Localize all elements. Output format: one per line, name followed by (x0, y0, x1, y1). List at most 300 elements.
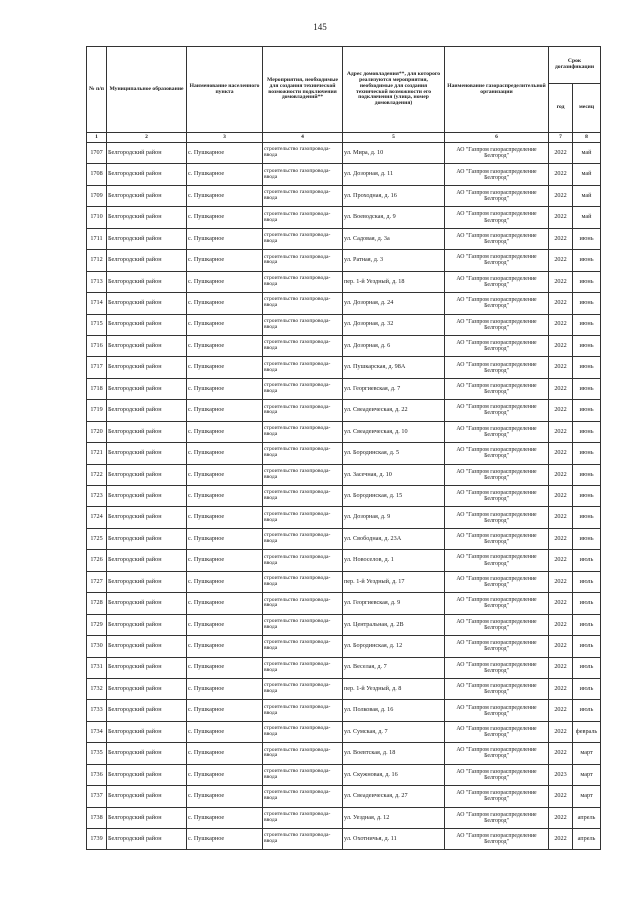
table-row (87, 636, 601, 657)
organization-cell: АО "Газпром газораспределение Белгород" (445, 486, 549, 507)
row-number: 1725 (87, 528, 107, 549)
municipality-cell: Белгородский район (107, 721, 187, 742)
table-row (87, 464, 601, 485)
municipality-cell: Белгородский район (107, 293, 187, 314)
organization-cell: АО "Газпром газораспределение Белгород" (445, 550, 549, 571)
settlement-cell: с. Пушкарное (187, 743, 263, 764)
settlement-cell: с. Пушкарное (187, 678, 263, 699)
activity-cell: строительство газопровода-ввода (263, 486, 343, 507)
organization-cell: АО "Газпром газораспределение Белгород" (445, 657, 549, 678)
row-number: 1735 (87, 743, 107, 764)
settlement-cell: с. Пушкарное (187, 143, 263, 164)
header-municipality: Муниципальное образование (107, 47, 187, 133)
table-row (87, 314, 601, 335)
settlement-cell: с. Пушкарное (187, 786, 263, 807)
month-cell: июнь (573, 314, 601, 335)
activity-cell: строительство газопровода-ввода (263, 400, 343, 421)
row-number: 1724 (87, 507, 107, 528)
table-row (87, 571, 601, 592)
activity-cell: строительство газопровода-ввода (263, 721, 343, 742)
table-row (87, 829, 601, 850)
month-cell: июнь (573, 293, 601, 314)
year-cell: 2022 (549, 443, 573, 464)
settlement-cell: с. Пушкарное (187, 464, 263, 485)
address-cell: пер. 1-й Уездный, д. 17 (343, 571, 445, 592)
organization-cell: АО "Газпром газораспределение Белгород" (445, 293, 549, 314)
month-cell: июнь (573, 271, 601, 292)
municipality-cell: Белгородский район (107, 271, 187, 292)
settlement-cell: с. Пушкарное (187, 593, 263, 614)
year-cell: 2022 (549, 271, 573, 292)
table-row (87, 614, 601, 635)
row-number: 1738 (87, 807, 107, 828)
table-row (87, 486, 601, 507)
row-number: 1720 (87, 421, 107, 442)
header-deadline: Срок догазификации (549, 47, 601, 84)
organization-cell: АО "Газпром газораспределение Белгород" (445, 636, 549, 657)
activity-cell: строительство газопровода-ввода (263, 164, 343, 185)
table-row (87, 143, 601, 164)
activity-cell: строительство газопровода-ввода (263, 550, 343, 571)
activity-cell: строительство газопровода-ввода (263, 571, 343, 592)
row-number: 1736 (87, 764, 107, 785)
table-row (87, 164, 601, 185)
table-row (87, 228, 601, 249)
municipality-cell: Белгородский район (107, 421, 187, 442)
settlement-cell: с. Пушкарное (187, 721, 263, 742)
row-number: 1708 (87, 164, 107, 185)
row-number: 1733 (87, 700, 107, 721)
year-cell: 2022 (549, 250, 573, 271)
municipality-cell: Белгородский район (107, 250, 187, 271)
month-cell: июль (573, 700, 601, 721)
organization-cell: АО "Газпром газораспределение Белгород" (445, 764, 549, 785)
activity-cell: строительство газопровода-ввода (263, 829, 343, 850)
row-number: 1709 (87, 185, 107, 206)
activity-cell: строительство газопровода-ввода (263, 228, 343, 249)
activity-cell: строительство газопровода-ввода (263, 678, 343, 699)
activity-cell: строительство газопровода-ввода (263, 293, 343, 314)
settlement-cell: с. Пушкарное (187, 228, 263, 249)
address-cell: ул. Проходная, д. 16 (343, 185, 445, 206)
activity-cell: строительство газопровода-ввода (263, 614, 343, 635)
activity-cell: строительство газопровода-ввода (263, 185, 343, 206)
row-number: 1721 (87, 443, 107, 464)
organization-cell: АО "Газпром газораспределение Белгород" (445, 185, 549, 206)
address-cell: ул. Воеводская, д. 9 (343, 207, 445, 228)
column-index: 5 (343, 133, 445, 143)
organization-cell: АО "Газпром газораспределение Белгород" (445, 250, 549, 271)
table-row (87, 421, 601, 442)
municipality-cell: Белгородский район (107, 571, 187, 592)
table-row (87, 271, 601, 292)
address-cell: ул. Свободная, д. 23А (343, 528, 445, 549)
settlement-cell: с. Пушкарное (187, 507, 263, 528)
row-number: 1715 (87, 314, 107, 335)
row-number: 1710 (87, 207, 107, 228)
table-row (87, 764, 601, 785)
table-row (87, 357, 601, 378)
settlement-cell: с. Пушкарное (187, 164, 263, 185)
settlement-cell: с. Пушкарное (187, 185, 263, 206)
settlement-cell: с. Пушкарное (187, 314, 263, 335)
month-cell: июль (573, 636, 601, 657)
organization-cell: АО "Газпром газораспределение Белгород" (445, 421, 549, 442)
table-row (87, 185, 601, 206)
address-cell: ул. Георгиевская, д. 7 (343, 378, 445, 399)
municipality-cell: Белгородский район (107, 700, 187, 721)
month-cell: май (573, 207, 601, 228)
month-cell: июль (573, 657, 601, 678)
month-cell: май (573, 164, 601, 185)
month-cell: июнь (573, 250, 601, 271)
address-cell: ул. Дозорная, д. 9 (343, 507, 445, 528)
month-cell: июнь (573, 507, 601, 528)
month-cell: апрель (573, 829, 601, 850)
activity-cell: строительство газопровода-ввода (263, 250, 343, 271)
organization-cell: АО "Газпром газораспределение Белгород" (445, 807, 549, 828)
municipality-cell: Белгородский район (107, 357, 187, 378)
address-cell: ул. Уездная, д. 12 (343, 807, 445, 828)
settlement-cell: с. Пушкарное (187, 400, 263, 421)
municipality-cell: Белгородский район (107, 593, 187, 614)
address-cell: ул. Воевтская, д. 18 (343, 743, 445, 764)
municipality-cell: Белгородский район (107, 807, 187, 828)
year-cell: 2022 (549, 571, 573, 592)
table-row (87, 507, 601, 528)
row-number: 1716 (87, 335, 107, 356)
year-cell: 2022 (549, 829, 573, 850)
table-row (87, 593, 601, 614)
table-row (87, 335, 601, 356)
municipality-cell: Белгородский район (107, 486, 187, 507)
settlement-cell: с. Пушкарное (187, 357, 263, 378)
activity-cell: строительство газопровода-ввода (263, 335, 343, 356)
row-number: 1711 (87, 228, 107, 249)
activity-cell: строительство газопровода-ввода (263, 764, 343, 785)
year-cell: 2022 (549, 507, 573, 528)
activity-cell: строительство газопровода-ввода (263, 443, 343, 464)
organization-cell: АО "Газпром газораспределение Белгород" (445, 700, 549, 721)
settlement-cell: с. Пушкарное (187, 421, 263, 442)
settlement-cell: с. Пушкарное (187, 293, 263, 314)
municipality-cell: Белгородский район (107, 143, 187, 164)
year-cell: 2022 (549, 143, 573, 164)
column-index: 1 (87, 133, 107, 143)
table-row (87, 700, 601, 721)
month-cell: март (573, 786, 601, 807)
organization-cell: АО "Газпром газораспределение Белгород" (445, 164, 549, 185)
column-index: 6 (445, 133, 549, 143)
municipality-cell: Белгородский район (107, 378, 187, 399)
table-row (87, 378, 601, 399)
year-cell: 2022 (549, 378, 573, 399)
year-cell: 2022 (549, 786, 573, 807)
activity-cell: строительство газопровода-ввода (263, 464, 343, 485)
month-cell: март (573, 743, 601, 764)
table-row (87, 786, 601, 807)
address-cell: пер. 1-й Уездный, д. 8 (343, 678, 445, 699)
activity-cell: строительство газопровода-ввода (263, 700, 343, 721)
organization-cell: АО "Газпром газораспределение Белгород" (445, 678, 549, 699)
municipality-cell: Белгородский район (107, 464, 187, 485)
header-activity: Мероприятия, необходимые для создания технической возможности подключения домовладений** (263, 47, 343, 133)
gasification-table (86, 46, 601, 850)
municipality-cell: Белгородский район (107, 443, 187, 464)
settlement-cell: с. Пушкарное (187, 571, 263, 592)
year-cell: 2022 (549, 528, 573, 549)
year-cell: 2022 (549, 550, 573, 571)
year-cell: 2022 (549, 464, 573, 485)
organization-cell: АО "Газпром газораспределение Белгород" (445, 464, 549, 485)
year-cell: 2022 (549, 335, 573, 356)
year-cell: 2022 (549, 614, 573, 635)
settlement-cell: с. Пушкарное (187, 207, 263, 228)
organization-cell: АО "Газпром газораспределение Белгород" (445, 207, 549, 228)
settlement-cell: с. Пушкарное (187, 550, 263, 571)
settlement-cell: с. Пушкарное (187, 335, 263, 356)
organization-cell: АО "Газпром газораспределение Белгород" (445, 228, 549, 249)
address-cell: ул. Бородинская, д. 12 (343, 636, 445, 657)
month-cell: июль (573, 678, 601, 699)
table-row (87, 207, 601, 228)
activity-cell: строительство газопровода-ввода (263, 357, 343, 378)
organization-cell: АО "Газпром газораспределение Белгород" (445, 528, 549, 549)
settlement-cell: с. Пушкарное (187, 700, 263, 721)
year-cell: 2022 (549, 721, 573, 742)
address-cell: ул. Свеадеическая, д. 10 (343, 421, 445, 442)
header-organization: Наименование газораспределительной организации (445, 47, 549, 133)
year-cell: 2022 (549, 743, 573, 764)
municipality-cell: Белгородский район (107, 507, 187, 528)
municipality-cell: Белгородский район (107, 636, 187, 657)
year-cell: 2022 (549, 486, 573, 507)
address-cell: ул. Свеадеическая, д. 27 (343, 786, 445, 807)
organization-cell: АО "Газпром газораспределение Белгород" (445, 507, 549, 528)
row-number: 1722 (87, 464, 107, 485)
address-cell: ул. Дозорная, д. 6 (343, 335, 445, 356)
month-cell: июнь (573, 228, 601, 249)
activity-cell: строительство газопровода-ввода (263, 207, 343, 228)
row-number: 1728 (87, 593, 107, 614)
municipality-cell: Белгородский район (107, 550, 187, 571)
activity-cell: строительство газопровода-ввода (263, 507, 343, 528)
month-cell: июнь (573, 486, 601, 507)
month-cell: июнь (573, 443, 601, 464)
activity-cell: строительство газопровода-ввода (263, 378, 343, 399)
column-index: 8 (573, 133, 601, 143)
column-index: 4 (263, 133, 343, 143)
address-cell: ул. Дозорная, д. 32 (343, 314, 445, 335)
month-cell: февраль (573, 721, 601, 742)
row-number: 1729 (87, 614, 107, 635)
table-row (87, 721, 601, 742)
address-cell: ул. Бородинская, д. 5 (343, 443, 445, 464)
year-cell: 2022 (549, 421, 573, 442)
month-cell: июнь (573, 335, 601, 356)
activity-cell: строительство газопровода-ввода (263, 314, 343, 335)
month-cell: июль (573, 614, 601, 635)
activity-cell: строительство газопровода-ввода (263, 743, 343, 764)
settlement-cell: с. Пушкарное (187, 764, 263, 785)
year-cell: 2022 (549, 164, 573, 185)
year-cell: 2022 (549, 807, 573, 828)
activity-cell: строительство газопровода-ввода (263, 593, 343, 614)
row-number: 1713 (87, 271, 107, 292)
municipality-cell: Белгородский район (107, 335, 187, 356)
month-cell: июнь (573, 378, 601, 399)
header-year: год (549, 84, 573, 133)
organization-cell: АО "Газпром газораспределение Белгород" (445, 443, 549, 464)
table-row (87, 657, 601, 678)
settlement-cell: с. Пушкарное (187, 829, 263, 850)
row-number: 1726 (87, 550, 107, 571)
municipality-cell: Белгородский район (107, 764, 187, 785)
organization-cell: АО "Газпром газораспределение Белгород" (445, 571, 549, 592)
address-cell: ул. Бородинская, д. 15 (343, 486, 445, 507)
activity-cell: строительство газопровода-ввода (263, 271, 343, 292)
row-number: 1718 (87, 378, 107, 399)
municipality-cell: Белгородский район (107, 185, 187, 206)
address-cell: ул. Пушкарская, д. 98А (343, 357, 445, 378)
address-cell: ул. Новоселов, д. 1 (343, 550, 445, 571)
address-cell: ул. Дозорная, д. 24 (343, 293, 445, 314)
activity-cell: строительство газопровода-ввода (263, 143, 343, 164)
month-cell: июль (573, 593, 601, 614)
municipality-cell: Белгородский район (107, 528, 187, 549)
municipality-cell: Белгородский район (107, 657, 187, 678)
month-cell: июнь (573, 464, 601, 485)
municipality-cell: Белгородский район (107, 207, 187, 228)
column-index: 3 (187, 133, 263, 143)
row-number: 1727 (87, 571, 107, 592)
municipality-cell: Белгородский район (107, 829, 187, 850)
year-cell: 2022 (549, 207, 573, 228)
month-cell: март (573, 764, 601, 785)
organization-cell: АО "Газпром газораспределение Белгород" (445, 314, 549, 335)
row-number: 1734 (87, 721, 107, 742)
row-number: 1714 (87, 293, 107, 314)
month-cell: апрель (573, 807, 601, 828)
settlement-cell: с. Пушкарное (187, 443, 263, 464)
year-cell: 2022 (549, 400, 573, 421)
table-body (87, 143, 601, 850)
year-cell: 2022 (549, 314, 573, 335)
month-cell: июнь (573, 528, 601, 549)
municipality-cell: Белгородский район (107, 614, 187, 635)
address-cell: ул. Полковая, д. 16 (343, 700, 445, 721)
month-cell: июль (573, 571, 601, 592)
organization-cell: АО "Газпром газораспределение Белгород" (445, 614, 549, 635)
address-cell: ул. Свеадеическая, д. 22 (343, 400, 445, 421)
row-number: 1730 (87, 636, 107, 657)
address-cell: ул. Скужновая, д. 16 (343, 764, 445, 785)
month-cell: июль (573, 550, 601, 571)
header-address: Адрес домовладения**, для которого реализуются мероприятия, необходимые для создания технической возможности его подключения (улица, номер домовладения) (343, 47, 445, 133)
settlement-cell: с. Пушкарное (187, 528, 263, 549)
address-cell: ул. Садовая, д. 3а (343, 228, 445, 249)
table-row (87, 678, 601, 699)
address-cell: ул. Мира, д. 10 (343, 143, 445, 164)
organization-cell: АО "Газпром газораспределение Белгород" (445, 378, 549, 399)
address-cell: ул. Георгиевская, д. 9 (343, 593, 445, 614)
table-row (87, 250, 601, 271)
organization-cell: АО "Газпром газораспределение Белгород" (445, 143, 549, 164)
address-cell: ул. Засечная, д. 10 (343, 464, 445, 485)
address-cell: ул. Ратная, д. 3 (343, 250, 445, 271)
row-number: 1737 (87, 786, 107, 807)
settlement-cell: с. Пушкарное (187, 657, 263, 678)
month-cell: май (573, 185, 601, 206)
month-cell: июнь (573, 357, 601, 378)
activity-cell: строительство газопровода-ввода (263, 807, 343, 828)
settlement-cell: с. Пушкарное (187, 636, 263, 657)
address-cell: ул. Дозорная, д. 11 (343, 164, 445, 185)
row-number: 1739 (87, 829, 107, 850)
municipality-cell: Белгородский район (107, 164, 187, 185)
activity-cell: строительство газопровода-ввода (263, 421, 343, 442)
organization-cell: АО "Газпром газораспределение Белгород" (445, 829, 549, 850)
year-cell: 2022 (549, 228, 573, 249)
table-row (87, 528, 601, 549)
column-index: 7 (549, 133, 573, 143)
organization-cell: АО "Газпром газораспределение Белгород" (445, 357, 549, 378)
header-month: месяц (573, 84, 601, 133)
year-cell: 2022 (549, 657, 573, 678)
row-number: 1717 (87, 357, 107, 378)
address-cell: ул. Веселая, д. 7 (343, 657, 445, 678)
year-cell: 2022 (549, 185, 573, 206)
row-number: 1732 (87, 678, 107, 699)
month-cell: июнь (573, 421, 601, 442)
year-cell: 2022 (549, 678, 573, 699)
year-cell: 2023 (549, 764, 573, 785)
settlement-cell: с. Пушкарное (187, 614, 263, 635)
header-num: № п/п (87, 47, 107, 133)
table-row (87, 293, 601, 314)
municipality-cell: Белгородский район (107, 786, 187, 807)
organization-cell: АО "Газпром газораспределение Белгород" (445, 786, 549, 807)
activity-cell: строительство газопровода-ввода (263, 528, 343, 549)
municipality-cell: Белгородский район (107, 743, 187, 764)
table-row (87, 743, 601, 764)
settlement-cell: с. Пушкарное (187, 271, 263, 292)
settlement-cell: с. Пушкарное (187, 378, 263, 399)
organization-cell: АО "Газпром газораспределение Белгород" (445, 335, 549, 356)
month-cell: май (573, 143, 601, 164)
organization-cell: АО "Газпром газораспределение Белгород" (445, 743, 549, 764)
address-cell: ул. Центральная, д. 2В (343, 614, 445, 635)
row-number: 1731 (87, 657, 107, 678)
table-row (87, 807, 601, 828)
organization-cell: АО "Газпром газораспределение Белгород" (445, 593, 549, 614)
organization-cell: АО "Газпром газораспределение Белгород" (445, 721, 549, 742)
year-cell: 2022 (549, 593, 573, 614)
activity-cell: строительство газопровода-ввода (263, 636, 343, 657)
row-number: 1707 (87, 143, 107, 164)
row-number: 1712 (87, 250, 107, 271)
municipality-cell: Белгородский район (107, 678, 187, 699)
municipality-cell: Белгородский район (107, 314, 187, 335)
settlement-cell: с. Пушкарное (187, 486, 263, 507)
address-cell: ул. Сумская, д. 7 (343, 721, 445, 742)
year-cell: 2022 (549, 700, 573, 721)
month-cell: июнь (573, 400, 601, 421)
row-number: 1723 (87, 486, 107, 507)
year-cell: 2022 (549, 293, 573, 314)
header-settlement: Наименование населенного пункта (187, 47, 263, 133)
year-cell: 2022 (549, 357, 573, 378)
